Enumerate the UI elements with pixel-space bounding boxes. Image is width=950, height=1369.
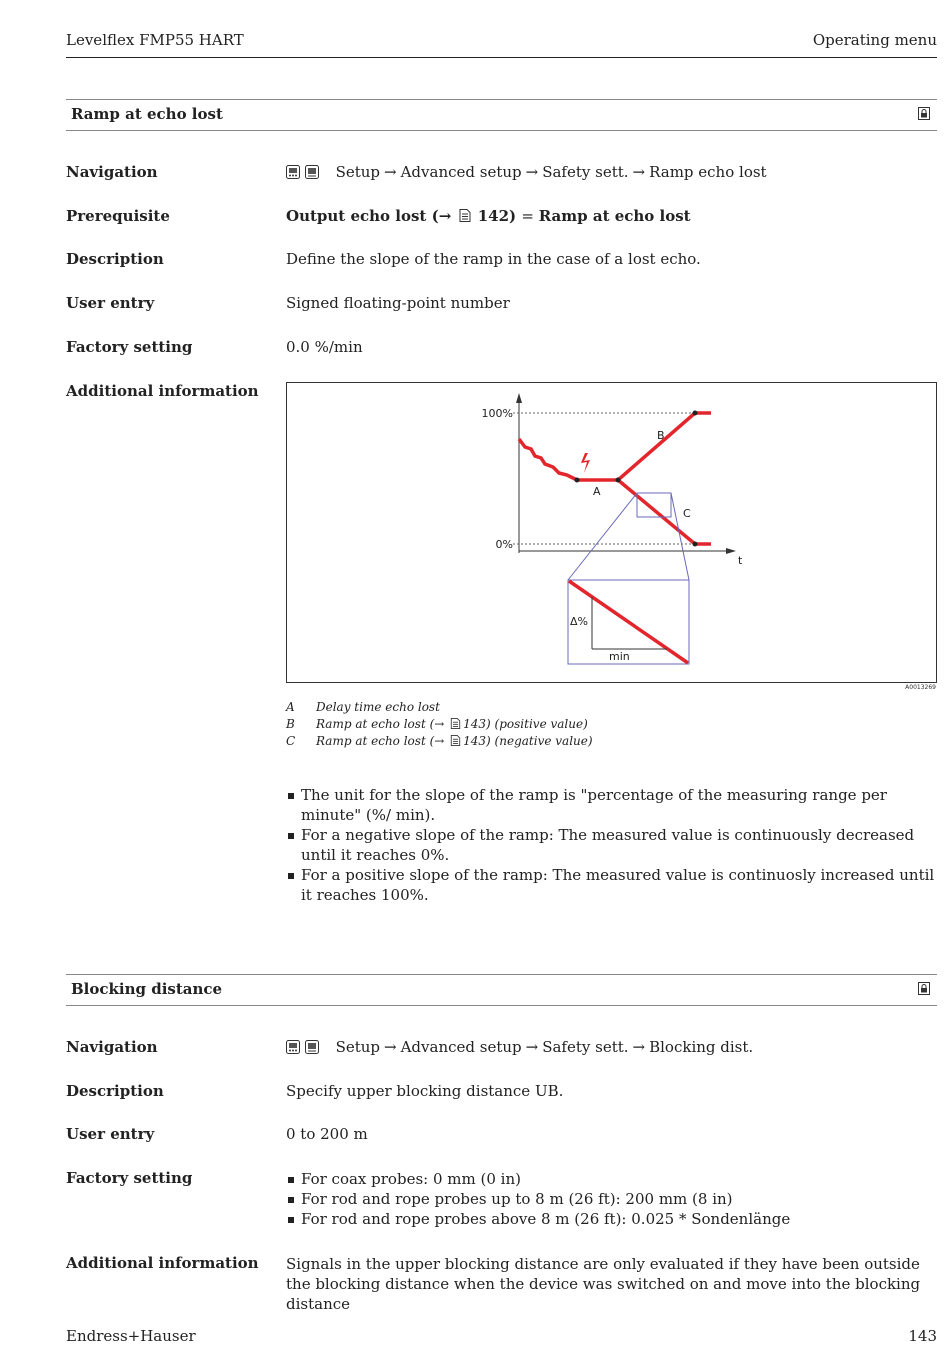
nav-step-1: Setup <box>335 163 381 181</box>
label-additional-information: Additional information <box>66 382 259 400</box>
user-entry-value: 0 to 200 m <box>286 1125 368 1143</box>
positive-ramp-line <box>618 413 695 480</box>
lock-icon <box>918 107 930 120</box>
nav-step-4: Ramp echo lost <box>649 163 767 181</box>
label-user-entry: User entry <box>66 1125 155 1143</box>
nav-step-3: Safety sett. <box>542 163 629 181</box>
footer-company: Endress+Hauser <box>66 1327 196 1345</box>
list-item: For rod and rope probes above 8 m (26 ft): 0.025 * Sondenlänge <box>286 1209 936 1229</box>
legend-item-a: A Delay time echo lost <box>286 700 440 714</box>
description-value: Define the slope of the ramp in the case of a lost echo. <box>286 250 701 268</box>
ramp-diagram-svg <box>287 383 936 682</box>
additional-info-bullets <box>286 785 936 905</box>
page-reference-icon <box>450 735 461 746</box>
label-a: A <box>593 485 601 498</box>
label-c: C <box>683 507 691 520</box>
label-description: Description <box>66 1082 164 1100</box>
factory-setting-value: 0.0 %/min <box>286 338 363 356</box>
y-axis-arrowhead <box>516 393 522 403</box>
nav-step-2: Advanced setup <box>400 163 522 181</box>
nav-arrow: → <box>525 163 539 181</box>
nav-arrow: → <box>384 1038 397 1056</box>
label-b: B <box>657 429 665 442</box>
nav-arrow: → <box>632 163 646 181</box>
label-user-entry: User entry <box>66 294 155 312</box>
display-module-icon <box>286 1040 300 1054</box>
measured-value-curve <box>519 439 577 480</box>
navigation-path <box>286 1038 753 1058</box>
lock-icon <box>918 982 930 995</box>
operating-tool-icons <box>286 1040 319 1058</box>
nav-step-3: Safety sett. <box>542 1038 629 1056</box>
label-description: Description <box>66 250 164 268</box>
list-item: For a positive slope of the ramp: The measured value is continuosly increased until it reaches 100%. <box>286 865 936 905</box>
header-rule <box>66 57 937 58</box>
figure-id: A0013269 <box>905 684 936 691</box>
page-number: 143 <box>908 1327 937 1345</box>
factory-setting-bullets <box>286 1169 936 1229</box>
label-prerequisite: Prerequisite <box>66 207 170 225</box>
header-product-name: Levelflex FMP55 HART <box>66 31 244 49</box>
list-item: For coax probes: 0 mm (0 in) <box>286 1169 936 1189</box>
inset-label-delta-percent: Δ% <box>570 615 588 628</box>
section-title: Ramp at echo lost <box>71 105 223 123</box>
section-ramp-at-echo-lost-header <box>66 99 937 131</box>
list-item: For rod and rope probes up to 8 m (26 ft): 200 mm (8 in) <box>286 1189 936 1209</box>
list-item: The unit for the slope of the ramp is "percentage of the measuring range per minute" (%/ min). <box>286 785 936 825</box>
nav-step-4: Blocking dist. <box>649 1038 754 1056</box>
label-factory-setting: Factory setting <box>66 338 193 356</box>
echo-lost-lightning-icon <box>581 453 590 473</box>
operating-tool-icons <box>286 165 319 183</box>
prerequisite-value: Output echo lost (→ 142) = Ramp at echo lost <box>286 207 691 225</box>
point-b-end <box>693 411 698 416</box>
prerequisite-param: Output echo lost <box>286 207 427 225</box>
ramp-diagram <box>286 382 937 683</box>
label-factory-setting: Factory setting <box>66 1169 193 1187</box>
point-c-end <box>693 542 698 547</box>
description-value: Specify upper blocking distance UB. <box>286 1082 564 1100</box>
section-blocking-distance-header <box>66 974 937 1006</box>
label-100-percent: 100% <box>481 407 513 420</box>
operating-tool-icon <box>305 165 319 179</box>
nav-step-1: Setup <box>335 1038 381 1056</box>
label-navigation: Navigation <box>66 163 158 181</box>
x-axis-arrowhead <box>726 548 736 554</box>
point-a-end <box>616 478 621 483</box>
nav-arrow: → <box>438 207 452 225</box>
header-chapter-title: Operating menu <box>812 31 937 49</box>
additional-information-text: Signals in the upper blocking distance are only evaluated if they have been outside the blocking distance when the device was switched on and move into the blocking distance <box>286 1255 921 1313</box>
nav-arrow: → <box>525 1038 539 1056</box>
nav-arrow: → <box>384 163 397 181</box>
legend-item-c: C Ramp at echo lost (→ 143) (negative value) <box>286 734 593 748</box>
section-title: Blocking distance <box>71 980 223 998</box>
display-module-icon <box>286 165 300 179</box>
zoom-region <box>637 493 671 517</box>
list-item: For a negative slope of the ramp: The measured value is continuously decreased until it reaches 0%. <box>286 825 936 865</box>
zoom-connector-left <box>568 493 637 580</box>
label-0-percent: 0% <box>495 538 513 551</box>
page-reference-icon <box>450 718 461 729</box>
inset-label-minute: min <box>609 650 630 663</box>
nav-arrow: → <box>632 1038 646 1056</box>
prerequisite-page-link[interactable]: 142 <box>477 207 510 225</box>
navigation-path <box>286 163 767 183</box>
label-additional-information: Additional information <box>66 1254 259 1272</box>
user-entry-value: Signed floating-point number <box>286 294 510 312</box>
label-time-axis: t <box>738 554 743 567</box>
operating-tool-icon <box>305 1040 319 1054</box>
point-a-start <box>575 478 580 483</box>
prerequisite-option: Ramp at echo lost <box>538 207 691 225</box>
page-reference-icon <box>459 209 471 222</box>
label-navigation: Navigation <box>66 1038 158 1056</box>
nav-step-2: Advanced setup <box>400 1038 522 1056</box>
legend-item-b: B Ramp at echo lost (→ 143) (positive value) <box>286 717 588 731</box>
